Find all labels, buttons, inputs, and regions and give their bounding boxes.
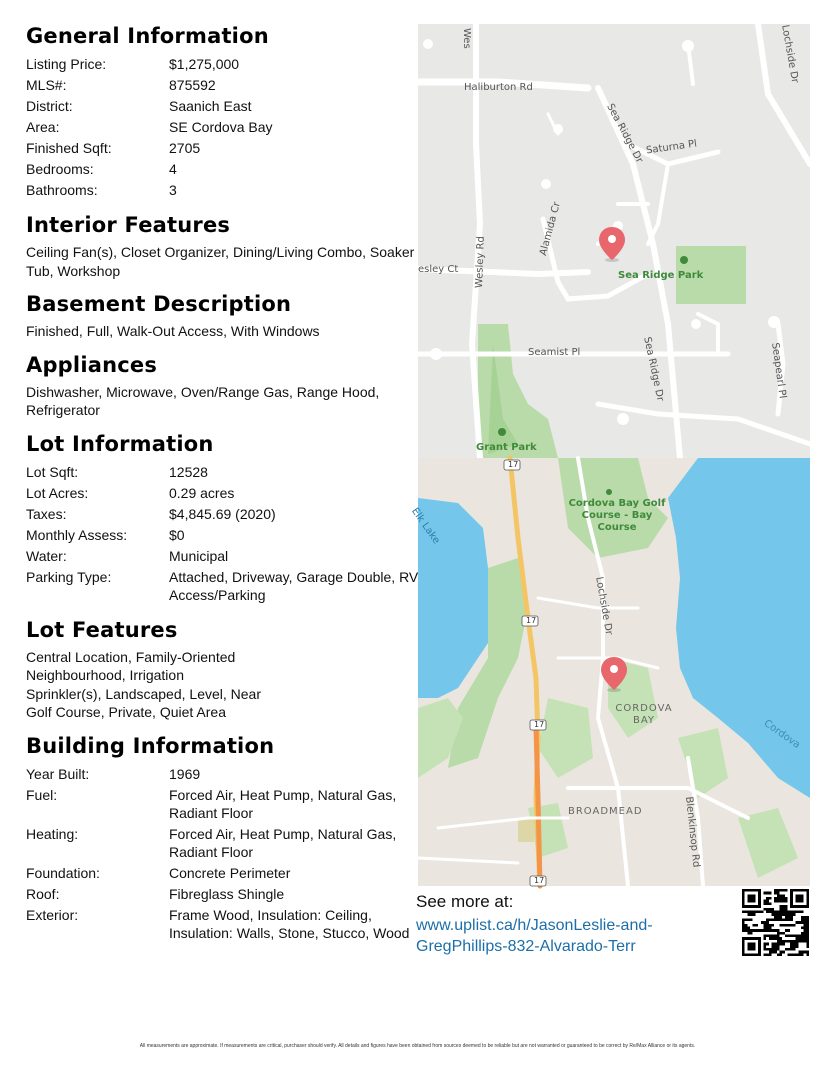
general-information-section	[26, 24, 421, 201]
neighbourhood-map[interactable]	[418, 24, 810, 458]
location-pin-icon	[598, 226, 626, 262]
building-info-label: Fuel:	[26, 786, 58, 803]
building-info-value: Forced Air, Heat Pump, Natural Gas, Radiant Floor	[169, 786, 397, 821]
lot-info-row	[26, 483, 421, 504]
lot-info-row	[26, 462, 421, 483]
map-label-sea-ridge: Sea Ridge Dr	[604, 102, 645, 165]
building-info-value: Concrete Perimeter	[169, 864, 291, 881]
building-info-row	[26, 905, 421, 944]
lot-info-value: 12528	[169, 463, 208, 480]
disclaimer-footer: All measurements are approximate. If measurements are critical, purchaser should verify. All details and figures have been obtained from sources deemed to be reliable but are not warranted or guaranteed to be correct by Re/Max Alliance or its agents.	[139, 1043, 696, 1049]
lot-info-label: Taxes:	[26, 505, 67, 522]
building-info-row	[26, 884, 421, 905]
map-label-cordova-water: Cordova	[761, 718, 803, 751]
lot-info-value: $4,845.69 (2020)	[169, 505, 276, 522]
map-label-saturna: Saturna Pl	[645, 138, 698, 157]
location-pin-icon	[600, 656, 628, 692]
building-info-row	[26, 863, 421, 884]
map-label-grant-park: Grant Park	[476, 442, 537, 453]
building-information-table	[26, 764, 421, 944]
lot-info-value: 0.29 acres	[169, 484, 235, 501]
building-info-label: Roof:	[26, 885, 60, 902]
maps-column	[408, 24, 810, 886]
building-info-label: Heating:	[26, 825, 79, 842]
general-info-value: 4	[169, 161, 177, 177]
see-more-title: See more at:	[416, 892, 514, 911]
listing-url-link[interactable]: www.uplist.ca/h/JasonLeslie-and-GregPhillips-832-Alvarado-Terr	[416, 917, 653, 955]
map-highway-label-3: 17	[534, 720, 545, 729]
map-label-golf-course: Cordova Bay Golf Course - Bay Course	[568, 498, 666, 533]
map-label-haliburton: Haliburton Rd	[464, 82, 533, 93]
map-label-blenkinsop: Blenkinsop Rd	[683, 796, 702, 868]
general-info-label: Bedrooms:	[26, 161, 94, 177]
general-info-row	[26, 54, 421, 75]
map-label-wesley-ct: esley Ct	[418, 264, 459, 275]
general-info-value: 2705	[169, 140, 201, 156]
map-label-seapearl: Seapearl Pl	[769, 342, 788, 400]
basement-description-heading: Basement Description	[26, 292, 292, 316]
building-information-heading: Building Information	[26, 733, 275, 758]
lot-info-label: Monthly Assess:	[26, 526, 128, 543]
map-label-elk-lake: Elk Lake	[408, 506, 442, 547]
lot-information-table	[26, 462, 421, 606]
general-info-value: SE Cordova Bay	[169, 119, 273, 135]
general-info-row	[26, 117, 421, 138]
building-info-row	[26, 785, 421, 824]
lot-info-label: Parking Type:	[26, 568, 112, 585]
lot-information-heading: Lot Information	[26, 431, 214, 456]
general-info-label: Bathrooms:	[26, 182, 98, 198]
lot-info-row	[26, 567, 421, 606]
interior-features-heading: Interior Features	[26, 213, 231, 237]
general-info-row	[26, 96, 421, 117]
lot-info-row	[26, 546, 421, 567]
qr-code-icon[interactable]	[742, 889, 809, 956]
lot-info-label: Lot Acres:	[26, 484, 89, 501]
lot-info-value: Municipal	[169, 547, 229, 564]
appliances-text: Dishwasher, Microwave, Oven/Range Gas, Range Hood, Refrigerator	[26, 383, 380, 418]
map-label-wesley-rd: Wesley Rd	[474, 236, 487, 289]
interior-features-text: Ceiling Fan(s), Closet Organizer, Dining/Living Combo, Soaker Tub, Workshop	[26, 244, 415, 279]
building-info-label: Exterior:	[26, 906, 79, 923]
general-info-value: 875592	[169, 77, 216, 93]
general-information-table	[26, 54, 421, 201]
lot-info-label: Water:	[26, 547, 67, 564]
building-information-section	[26, 734, 421, 944]
building-info-row	[26, 764, 421, 785]
listing-details	[26, 24, 421, 956]
interior-features-section	[26, 213, 421, 280]
map-label-alamida: Alamida Cr	[538, 200, 563, 257]
lot-features-section	[26, 618, 421, 722]
map-label-lochside-top: Lochside Dr	[779, 24, 801, 84]
building-info-value: 1969	[169, 765, 201, 782]
general-info-label: Listing Price:	[26, 56, 107, 72]
map-highway-label-1: 17	[508, 460, 519, 469]
general-info-row	[26, 159, 421, 180]
map-label-sea-ridge-park: Sea Ridge Park	[618, 270, 704, 281]
lot-info-value: Attached, Driveway, Garage Double, RV Access/Parking	[169, 568, 419, 603]
lot-info-row	[26, 525, 421, 546]
lot-features-text: Central Location, Family-Oriented Neighbourhood, Irrigation Sprinkler(s), Landscaped, Level, Near Golf Course, Private, Quiet Area	[26, 648, 262, 720]
general-info-value: 3	[169, 182, 177, 198]
map-label-broadmead: BROADMEAD	[568, 806, 643, 817]
general-information-heading: General Information	[26, 24, 269, 48]
map-label-wesley-top: Wes	[461, 28, 472, 49]
general-info-label: Finished Sqft:	[26, 140, 112, 156]
lot-features-heading: Lot Features	[26, 617, 178, 642]
map-highway-label-4: 17	[534, 876, 545, 885]
general-info-value: Saanich East	[169, 98, 252, 114]
general-info-row	[26, 180, 421, 201]
building-info-label: Foundation:	[26, 864, 100, 881]
general-info-label: District:	[26, 98, 73, 114]
building-info-value: Frame Wood, Insulation: Ceiling, Insulation: Walls, Stone, Stucco, Wood	[169, 906, 410, 941]
building-info-value: Forced Air, Heat Pump, Natural Gas, Radiant Floor	[169, 825, 397, 860]
map-label-cordova-bay: CORDOVA BAY	[615, 703, 673, 726]
general-info-label: Area:	[26, 119, 60, 135]
map-highway-label-2: 17	[526, 616, 537, 625]
general-info-label: MLS#:	[26, 77, 67, 93]
map-label-sea-ridge-2: Sea Ridge Dr	[641, 336, 666, 403]
lot-info-label: Lot Sqft:	[26, 463, 79, 480]
appliances-section	[26, 353, 421, 420]
building-info-value: Fibreglass Shingle	[169, 885, 285, 902]
see-more-block	[416, 892, 736, 957]
general-info-row	[26, 138, 421, 159]
lot-information-section	[26, 432, 421, 606]
building-info-row	[26, 824, 421, 863]
building-info-label: Year Built:	[26, 765, 90, 782]
basement-description-text: Finished, Full, Walk-Out Access, With Windows	[26, 323, 320, 339]
general-info-value: $1,275,000	[169, 56, 240, 72]
general-info-row	[26, 75, 421, 96]
basement-description-section	[26, 292, 421, 341]
appliances-heading: Appliances	[26, 352, 158, 377]
map-label-seamist: Seamist Pl	[528, 347, 581, 358]
area-map[interactable]	[408, 458, 810, 886]
lot-info-value: $0	[169, 526, 185, 543]
lot-info-row	[26, 504, 421, 525]
map-label-lochside: Lochside Dr	[593, 576, 615, 636]
